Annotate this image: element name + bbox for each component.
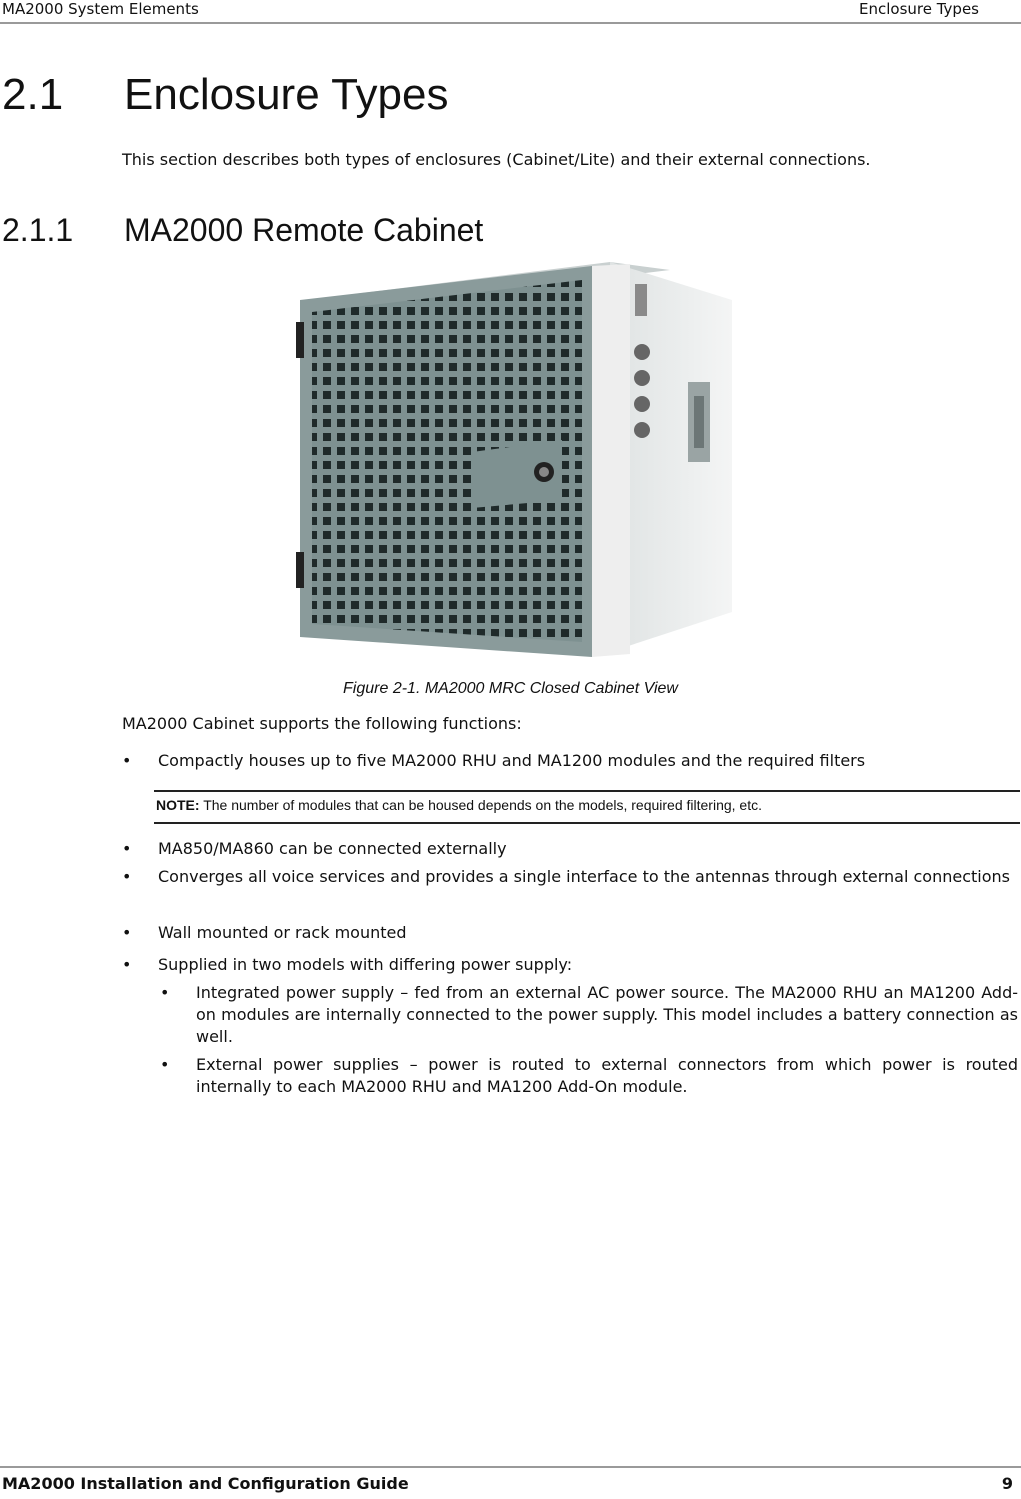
list-item-text: Wall mounted or rack mounted — [158, 923, 407, 942]
bullet-icon: • — [122, 923, 132, 942]
note-label: NOTE: — [156, 797, 200, 813]
note-body: The number of modules that can be housed depends on the models, required filtering, etc. — [199, 797, 762, 813]
bullet-icon: • — [160, 1055, 170, 1074]
note-box — [154, 790, 1020, 824]
list-item-text: Supplied in two models with differing power supply: — [158, 955, 573, 974]
section-heading — [2, 70, 448, 120]
sub-list-item-text: Integrated power supply – fed from an external AC power source. The MA2000 RHU an MA1200 Add-on modules are internally connected to the power supply. This model includes a battery connection as well. — [196, 983, 1018, 1046]
note-text — [156, 797, 762, 813]
bullet-icon: • — [122, 867, 132, 886]
bullet-icon: • — [160, 983, 170, 1002]
running-header — [0, 0, 1021, 24]
section-title: Enclosure Types — [124, 70, 449, 119]
bullet-icon: • — [122, 751, 132, 770]
footer-title: MA2000 Installation and Configuration Guide — [2, 1474, 409, 1493]
subsection-heading — [2, 212, 483, 249]
cabinet-photo — [292, 262, 732, 660]
list-item-text: MA850/MA860 can be connected externally — [158, 839, 507, 858]
figure-caption: Figure 2-1. MA2000 MRC Closed Cabinet View — [343, 680, 678, 697]
cabinet-illustration — [292, 262, 732, 660]
header-section: Enclosure Types — [859, 0, 979, 18]
section-number: 2.1 — [2, 70, 64, 119]
sub-list-item-text: External power supplies – power is routed to external connectors from which power is routed internally to each MA2000 RHU and MA1200 Add-On module. — [196, 1055, 1018, 1096]
subsection-title: MA2000 Remote Cabinet — [124, 212, 484, 248]
running-footer — [0, 1466, 1021, 1499]
list-item-text: Converges all voice services and provides a single interface to the antennas through external connections — [158, 867, 1010, 886]
bullet-icon: • — [122, 839, 132, 858]
header-chapter: MA2000 System Elements — [2, 0, 199, 18]
functions-lead: MA2000 Cabinet supports the following functions: — [122, 714, 522, 733]
bullet-icon: • — [122, 955, 132, 974]
list-item-text: Compactly houses up to five MA2000 RHU and MA1200 modules and the required filters — [158, 751, 866, 770]
subsection-number: 2.1.1 — [2, 212, 74, 248]
section-intro: This section describes both types of enclosures (Cabinet/Lite) and their external connections. — [122, 150, 871, 169]
page-number: 9 — [1001, 1474, 1013, 1493]
